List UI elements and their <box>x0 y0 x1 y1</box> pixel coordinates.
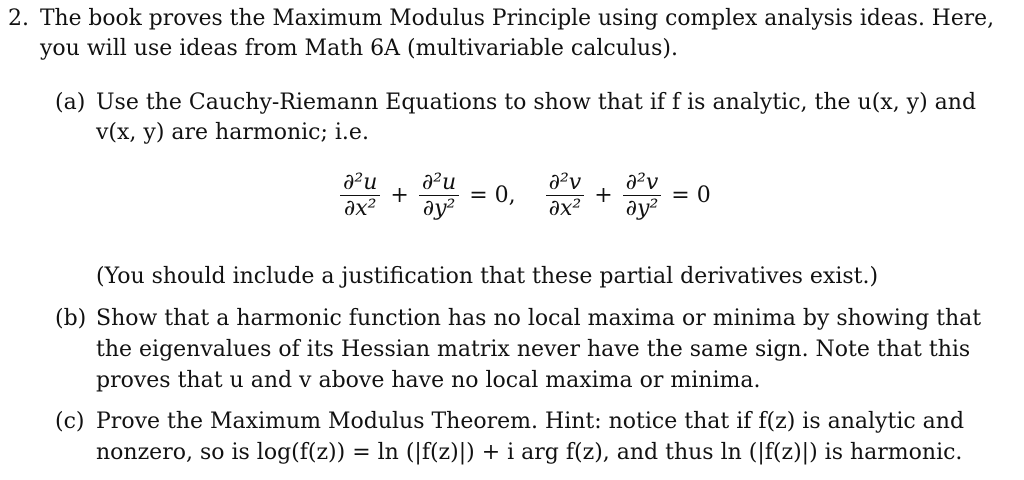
fraction: $\frac{\text{∂²v}}{\text{∂y²}}$ <box>623 170 662 221</box>
fraction: $\frac{\text{∂²v}}{\text{∂x²}}$ <box>546 170 585 221</box>
part-label: (c) <box>55 409 85 434</box>
fraction: $\frac{\text{∂²u}}{\text{∂x²}}$ <box>340 170 380 221</box>
part-a-note: (You should include a justification that these partial derivatives exist.) <box>96 264 879 289</box>
fraction: $\frac{\text{∂²u}}{\text{∂y²}}$ <box>419 170 459 221</box>
harmonic-equations: $\frac{\text{∂²u}}{\text{∂x²}}$ + $\frac{\text{∂²u}}{\text{∂y²}}$ = 0, $\frac{\text{∂²v}}{\text{∂x²}}$ + $\frac{\text{∂²v}}{\text{∂y²}}$ = 0 <box>340 170 711 221</box>
part-c-line: nonzero, so is log(f(z)) = ln (|f(z)|) + i arg f(z), and thus ln (|f(z)|) is harmonic. <box>96 440 963 465</box>
intro-line: you will use ideas from Math 6A (multivariable calculus). <box>40 36 678 61</box>
part-b-line: the eigenvalues of its Hessian matrix never have the same sign. Note that this <box>96 337 971 362</box>
part-a-line: Use the Cauchy-Riemann Equations to show that if f is analytic, the u(x, y) and <box>96 90 977 115</box>
part-label: (a) <box>55 90 86 115</box>
part-label: (b) <box>55 306 87 331</box>
part-b-line: proves that u and v above have no local maxima or minima. <box>96 368 761 393</box>
part-a-line: v(x, y) are harmonic; i.e. <box>96 120 369 145</box>
intro-line: The book proves the Maximum Modulus Principle using complex analysis ideas. Here, <box>40 6 994 31</box>
part-b-line: Show that a harmonic function has no local maxima or minima by showing that <box>96 306 982 331</box>
problem-number: 2. <box>8 6 29 31</box>
part-c-line: Prove the Maximum Modulus Theorem. Hint: notice that if f(z) is analytic and <box>96 409 965 434</box>
